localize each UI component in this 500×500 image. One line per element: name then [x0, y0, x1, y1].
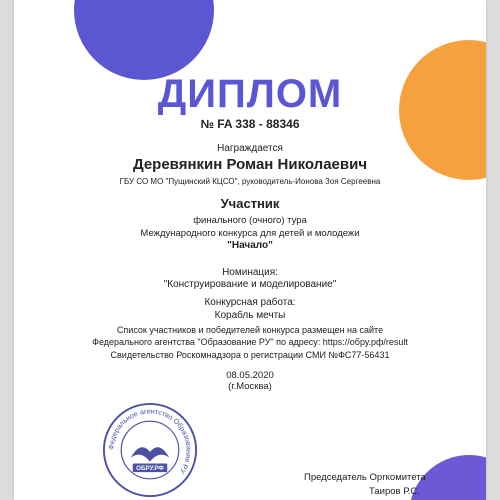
seal-center-text: ОБРУ.РФ [136, 465, 164, 473]
chair-name: Таиров Р.С. [369, 486, 420, 497]
registration-certificate: Свидетельство Роскомнадзора о регистрации СМИ №ФС77-56431 [110, 350, 390, 360]
issue-city: (г.Москва) [228, 381, 272, 392]
issue-date: 08.05.2020 [226, 370, 274, 381]
decorative-purple-circle [74, 0, 214, 80]
recipient-organization: ГБУ СО МО "Пущинский КЦСО", руководитель-Ионова Зоя Сергеевна [119, 177, 381, 186]
seal-ring-text: Федеральное агентство Образование РУ [106, 406, 194, 476]
work-value: Корабль мечты [214, 310, 286, 321]
contest-name: "Начало" [227, 240, 273, 251]
nomination-label: Номинация: [222, 267, 278, 278]
diploma-page [14, 0, 486, 500]
chair-title: Председатель Оргкомитета [304, 472, 426, 483]
recipient-name: Деревянкин Роман Николаевич [132, 156, 368, 173]
results-list-line-1: Список участников и победителей конкурса размещен на сайте [116, 325, 384, 335]
diploma-title: ДИПЛОМ [157, 72, 343, 116]
results-list-line-2: Федерального агентства "Образование РУ" по адресу: https://обру.рф/result [92, 337, 408, 347]
nomination-value: "Конструирование и моделирование" [163, 279, 337, 290]
award-status: Участник [220, 196, 280, 211]
diploma-number: № FA 338 - 88346 [200, 117, 300, 131]
award-tour: финального (очного) тура [193, 215, 307, 226]
seal-book-icon [131, 447, 169, 461]
awarded-label: Награждается [217, 143, 283, 154]
work-label: Конкурсная работа: [204, 297, 296, 308]
organization-seal [102, 402, 198, 498]
contest-description: Международного конкурса для детей и молодежи [140, 228, 360, 239]
